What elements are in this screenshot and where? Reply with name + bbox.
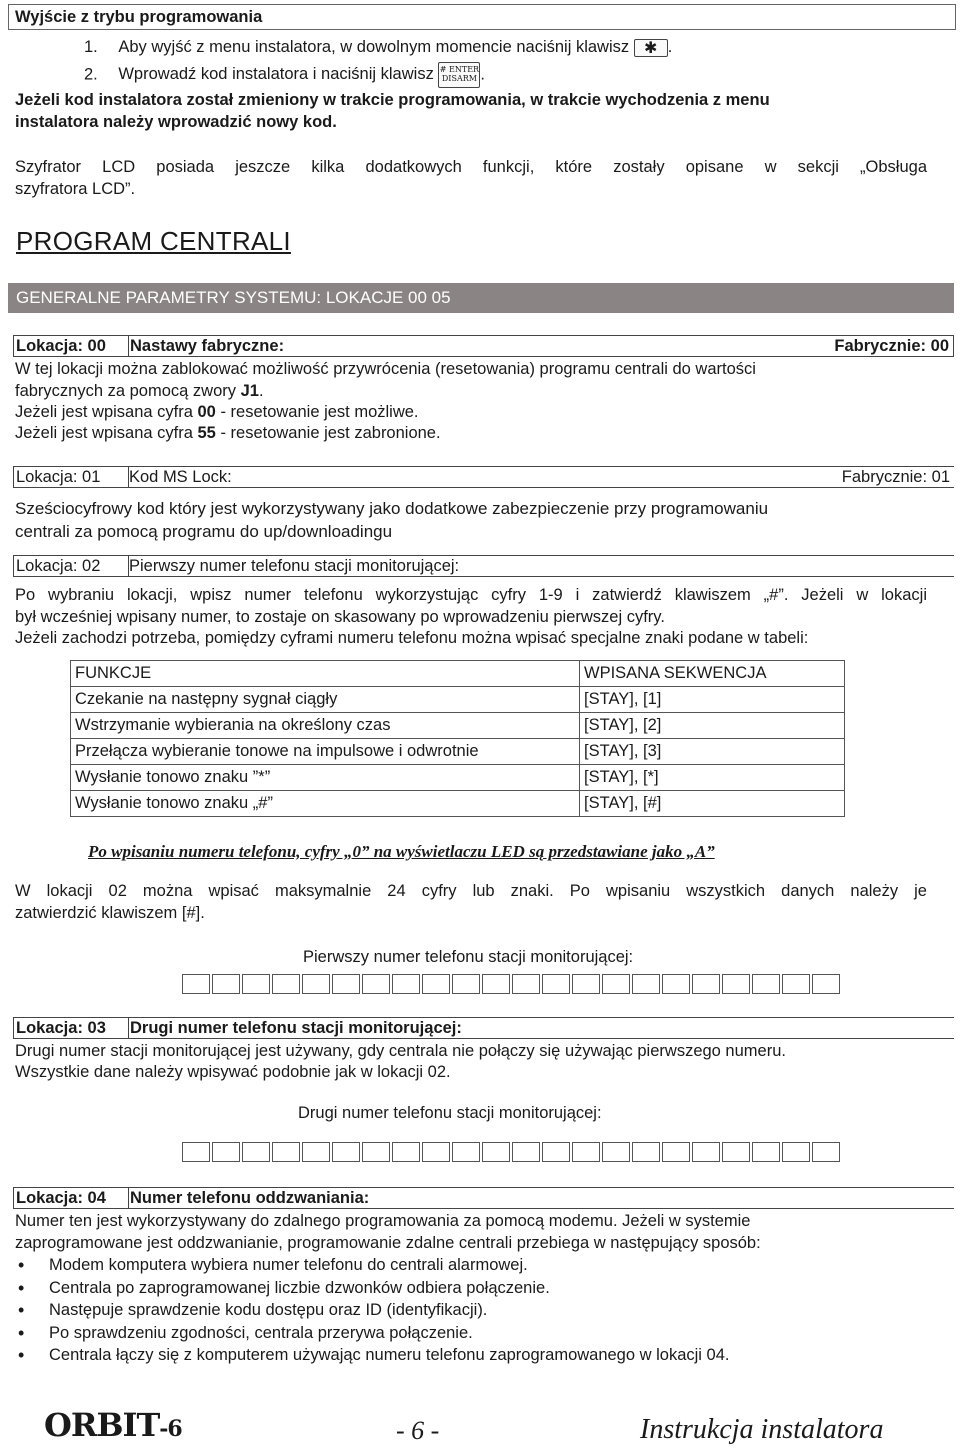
location-03-header [13,1017,954,1039]
table-cell-sequence: [STAY], [3] [580,739,845,765]
digit-cell[interactable] [632,974,660,994]
loc00-line3 [15,401,419,423]
digit-cell[interactable] [242,974,270,994]
digit-cell[interactable] [722,1142,750,1162]
location-number: Lokacja: 00 [14,336,129,356]
value: 55 [197,424,216,442]
table-row [71,739,845,765]
digit-cell[interactable] [212,1142,240,1162]
table-header-row [71,661,845,687]
digit-cell[interactable] [302,974,330,994]
orbit-logo [44,1406,182,1444]
loc02-line2: był wcześniej wpisany numer, to zostaje on skasowany po wprowadzeniu pierwszej cyfry. [15,608,665,626]
logo-text: ORBIT [44,1406,160,1444]
digit-cell[interactable] [302,1142,330,1162]
digit-cell[interactable] [722,974,750,994]
enter-disarm-key-icon [438,62,480,88]
digit-cell[interactable] [812,974,840,994]
led-display-note: Po wpisaniu numeru telefonu, cyfry „0” na wyświetlaczu LED są przedstawiane jako „A” [88,842,715,861]
list-item: • Po sprawdzeniu zgodności, centrala przerywa połączenie. [15,1322,730,1345]
lcd-info-1: Szyfrator LCD posiada jeszcze kilka dodatkowych funkcji, które zostały opisane w sekcji „Obsługa [15,158,927,176]
loc03-line2: Wszystkie dane należy wpisywać podobnie jak w lokacji 02. [15,1063,451,1081]
digit-cell[interactable] [662,974,690,994]
step-number: 2. [84,65,98,84]
table-row [71,713,845,739]
key-enter-line2: DISARM [441,74,477,83]
digit-cell[interactable] [752,1142,780,1162]
value: 00 [197,403,216,421]
digit-cell[interactable] [332,974,360,994]
location-default: Fabrycznie: 01 [841,468,950,486]
table-cell-function: Czekanie na następny sygnał ciągły [71,687,580,713]
table-cell-function: Wstrzymanie wybierania na określony czas [71,713,580,739]
page-title: PROGRAM CENTRALI [16,226,291,256]
digit-cell[interactable] [782,1142,810,1162]
digit-cell[interactable] [242,1142,270,1162]
digit-cell[interactable] [182,1142,210,1162]
lcd-info-2: szyfratora LCD”. [15,180,136,198]
digit-cell[interactable] [212,974,240,994]
digit-cell[interactable] [452,1142,480,1162]
text: . [258,382,264,400]
digit-cell[interactable] [362,974,390,994]
list-item: • Centrala łączy się z komputerem używając numeru telefonu zaprogramowanego w lokacji 04. [15,1344,730,1367]
loc02-max-1: W lokacji 02 można wpisać maksymalnie 24 cyfry lub znaki. Po wpisaniu wszystkich danych należy je [15,882,927,900]
location-00-header [13,335,954,357]
digit-cell[interactable] [542,974,570,994]
text: Jeżeli jest wpisana cyfra [15,403,198,421]
location-number: Lokacja: 03 [14,1018,129,1038]
step-end: . [667,38,673,56]
location-number: Lokacja: 02 [13,556,129,576]
code-change-note-1: Jeżeli kod instalatora został zmieniony w trakcie programowania, w trakcie wychodzenia z menu [15,91,770,109]
exit-section-title: Wyjście z trybu programowania [8,4,956,30]
digit-cell[interactable] [512,1142,540,1162]
step-text: Wprowadź kod instalatora i naciśnij klawisz [118,65,434,84]
exit-step-2 [84,62,485,88]
table-cell-sequence: [STAY], [2] [580,713,845,739]
location-name: Numer telefonu oddzwaniania: [130,1189,370,1207]
table-header-sequence: WPISANA SEKWENCJA [580,661,845,687]
digit-cell[interactable] [752,974,780,994]
star-key-icon: ✱ [634,39,668,57]
digit-cell[interactable] [692,1142,720,1162]
section-bar: GENERALNE PARAMETRY SYSTEMU: LOKACJE 00 05 [8,283,954,313]
digit-cell[interactable] [782,974,810,994]
location-name: Pierwszy numer telefonu stacji monitorującej: [129,557,460,575]
digit-cell[interactable] [482,974,510,994]
digit-cell[interactable] [452,974,480,994]
jumper-name: J1 [240,382,259,400]
phone-number-grid-2[interactable] [182,1142,842,1162]
location-name: Drugi numer telefonu stacji monitorującej: [130,1019,462,1037]
digit-cell[interactable] [542,1142,570,1162]
digit-cell[interactable] [272,1142,300,1162]
loc00-line2 [15,380,264,402]
loc03-line1: Drugi numer stacji monitorującej jest używany, gdy centrala nie połączy się używając pierwszego numeru. [15,1042,786,1060]
digit-cell[interactable] [512,974,540,994]
digit-cell[interactable] [602,1142,630,1162]
loc00-line4 [15,422,441,444]
list-item: • Modem komputera wybiera numer telefonu do centrali alarmowej. [15,1254,730,1277]
digit-cell[interactable] [272,974,300,994]
table-row [71,765,845,791]
callback-steps-list [15,1254,730,1367]
text: Jeżeli jest wpisana cyfra [15,424,198,442]
loc01-line2: centrali za pomocą programu do up/downloadingu [15,522,393,541]
special-characters-table [70,660,845,817]
location-name: Kod MS Lock: [129,468,232,486]
digit-cell[interactable] [182,974,210,994]
loc01-line1: Sześciocyfrowy kod który jest wykorzystywany jako dodatkowe zabezpieczenie przy programowaniu [15,499,769,518]
loc02-line3: Jeżeli zachodzi potrzeba, pomiędzy cyframi numeru telefonu można wpisać specjalne znaki podane w tabeli: [15,629,809,647]
digit-cell[interactable] [482,1142,510,1162]
list-item: • Centrala po zaprogramowanej liczbie dzwonków odbiera połączenie. [15,1277,730,1300]
table-cell-sequence: [STAY], [#] [580,791,845,817]
step-number: 1. [84,38,98,56]
table-header-functions: FUNKCJE [71,661,580,687]
table-row [71,687,845,713]
manual-title: Instrukcja instalatora [640,1414,884,1445]
page-number: - 6 - [396,1416,440,1445]
digit-cell[interactable] [632,1142,660,1162]
table-cell-sequence: [STAY], [*] [580,765,845,791]
text: - resetowanie jest zabronione. [215,424,441,442]
table-row [71,791,845,817]
digit-cell[interactable] [572,974,600,994]
location-number: Lokacja: 04 [14,1188,129,1208]
location-02-header [13,555,954,577]
table-cell-function: Wysłanie tonowo znaku „#” [71,791,580,817]
table-cell-sequence: [STAY], [1] [580,687,845,713]
digit-cell[interactable] [332,1142,360,1162]
digit-cell[interactable] [692,974,720,994]
loc04-line2: zaprogramowane jest oddzwanianie, programowanie zdalne centrali przebiega w następujący sposób: [15,1234,761,1252]
loc00-line1: W tej lokacji można zablokować możliwość przywrócenia (resetowania) programu centrali do wartości [15,360,756,378]
digit-cell[interactable] [662,1142,690,1162]
phone-number-grid-1[interactable] [182,974,842,994]
loc02-line1: Po wybraniu lokacji, wpisz numer telefonu wykorzystując cyfry 1-9 i zatwierdź klawiszem „#”. Jeżeli w lokacji [15,586,927,604]
loc02-max-2: zatwierdzić klawiszem [#]. [15,904,205,922]
list-item: • Następuje sprawdzenie kodu dostępu oraz ID (identyfikacji). [15,1299,730,1322]
location-name: Nastawy fabryczne: [130,337,285,355]
phone-field-label-2: Drugi numer telefonu stacji monitorującej: [298,1104,602,1122]
location-04-header [13,1187,954,1209]
step-text: Aby wyjść z menu instalatora, w dowolnym momencie naciśnij klawisz [118,38,630,56]
table-cell-function: Wysłanie tonowo znaku ”*” [71,765,580,791]
step-end: . [480,65,486,84]
digit-cell[interactable] [392,1142,420,1162]
digit-cell[interactable] [422,974,450,994]
digit-cell[interactable] [362,1142,390,1162]
exit-step-1 [84,36,672,58]
digit-cell[interactable] [602,974,630,994]
digit-cell[interactable] [572,1142,600,1162]
logo-suffix: -6 [159,1416,182,1442]
code-change-note-2: instalatora należy wprowadzić nowy kod. [15,113,337,131]
digit-cell[interactable] [812,1142,840,1162]
loc04-line1: Numer ten jest wykorzystywany do zdalnego programowania za pomocą modemu. Jeżeli w systemie [15,1212,751,1230]
table-cell-function: Przełącza wybieranie tonowe na impulsowe i odwrotnie [71,739,580,765]
location-number: Lokacja: 01 [13,467,129,487]
phone-field-label-1: Pierwszy numer telefonu stacji monitorującej: [303,948,634,966]
text: fabrycznych za pomocą zwory [15,382,241,400]
digit-cell[interactable] [392,974,420,994]
text: - resetowanie jest możliwe. [215,403,419,421]
digit-cell[interactable] [422,1142,450,1162]
location-default: Fabrycznie: 00 [834,337,949,355]
location-01-header [13,466,954,488]
key-enter-line1: # ENTER [439,65,480,74]
